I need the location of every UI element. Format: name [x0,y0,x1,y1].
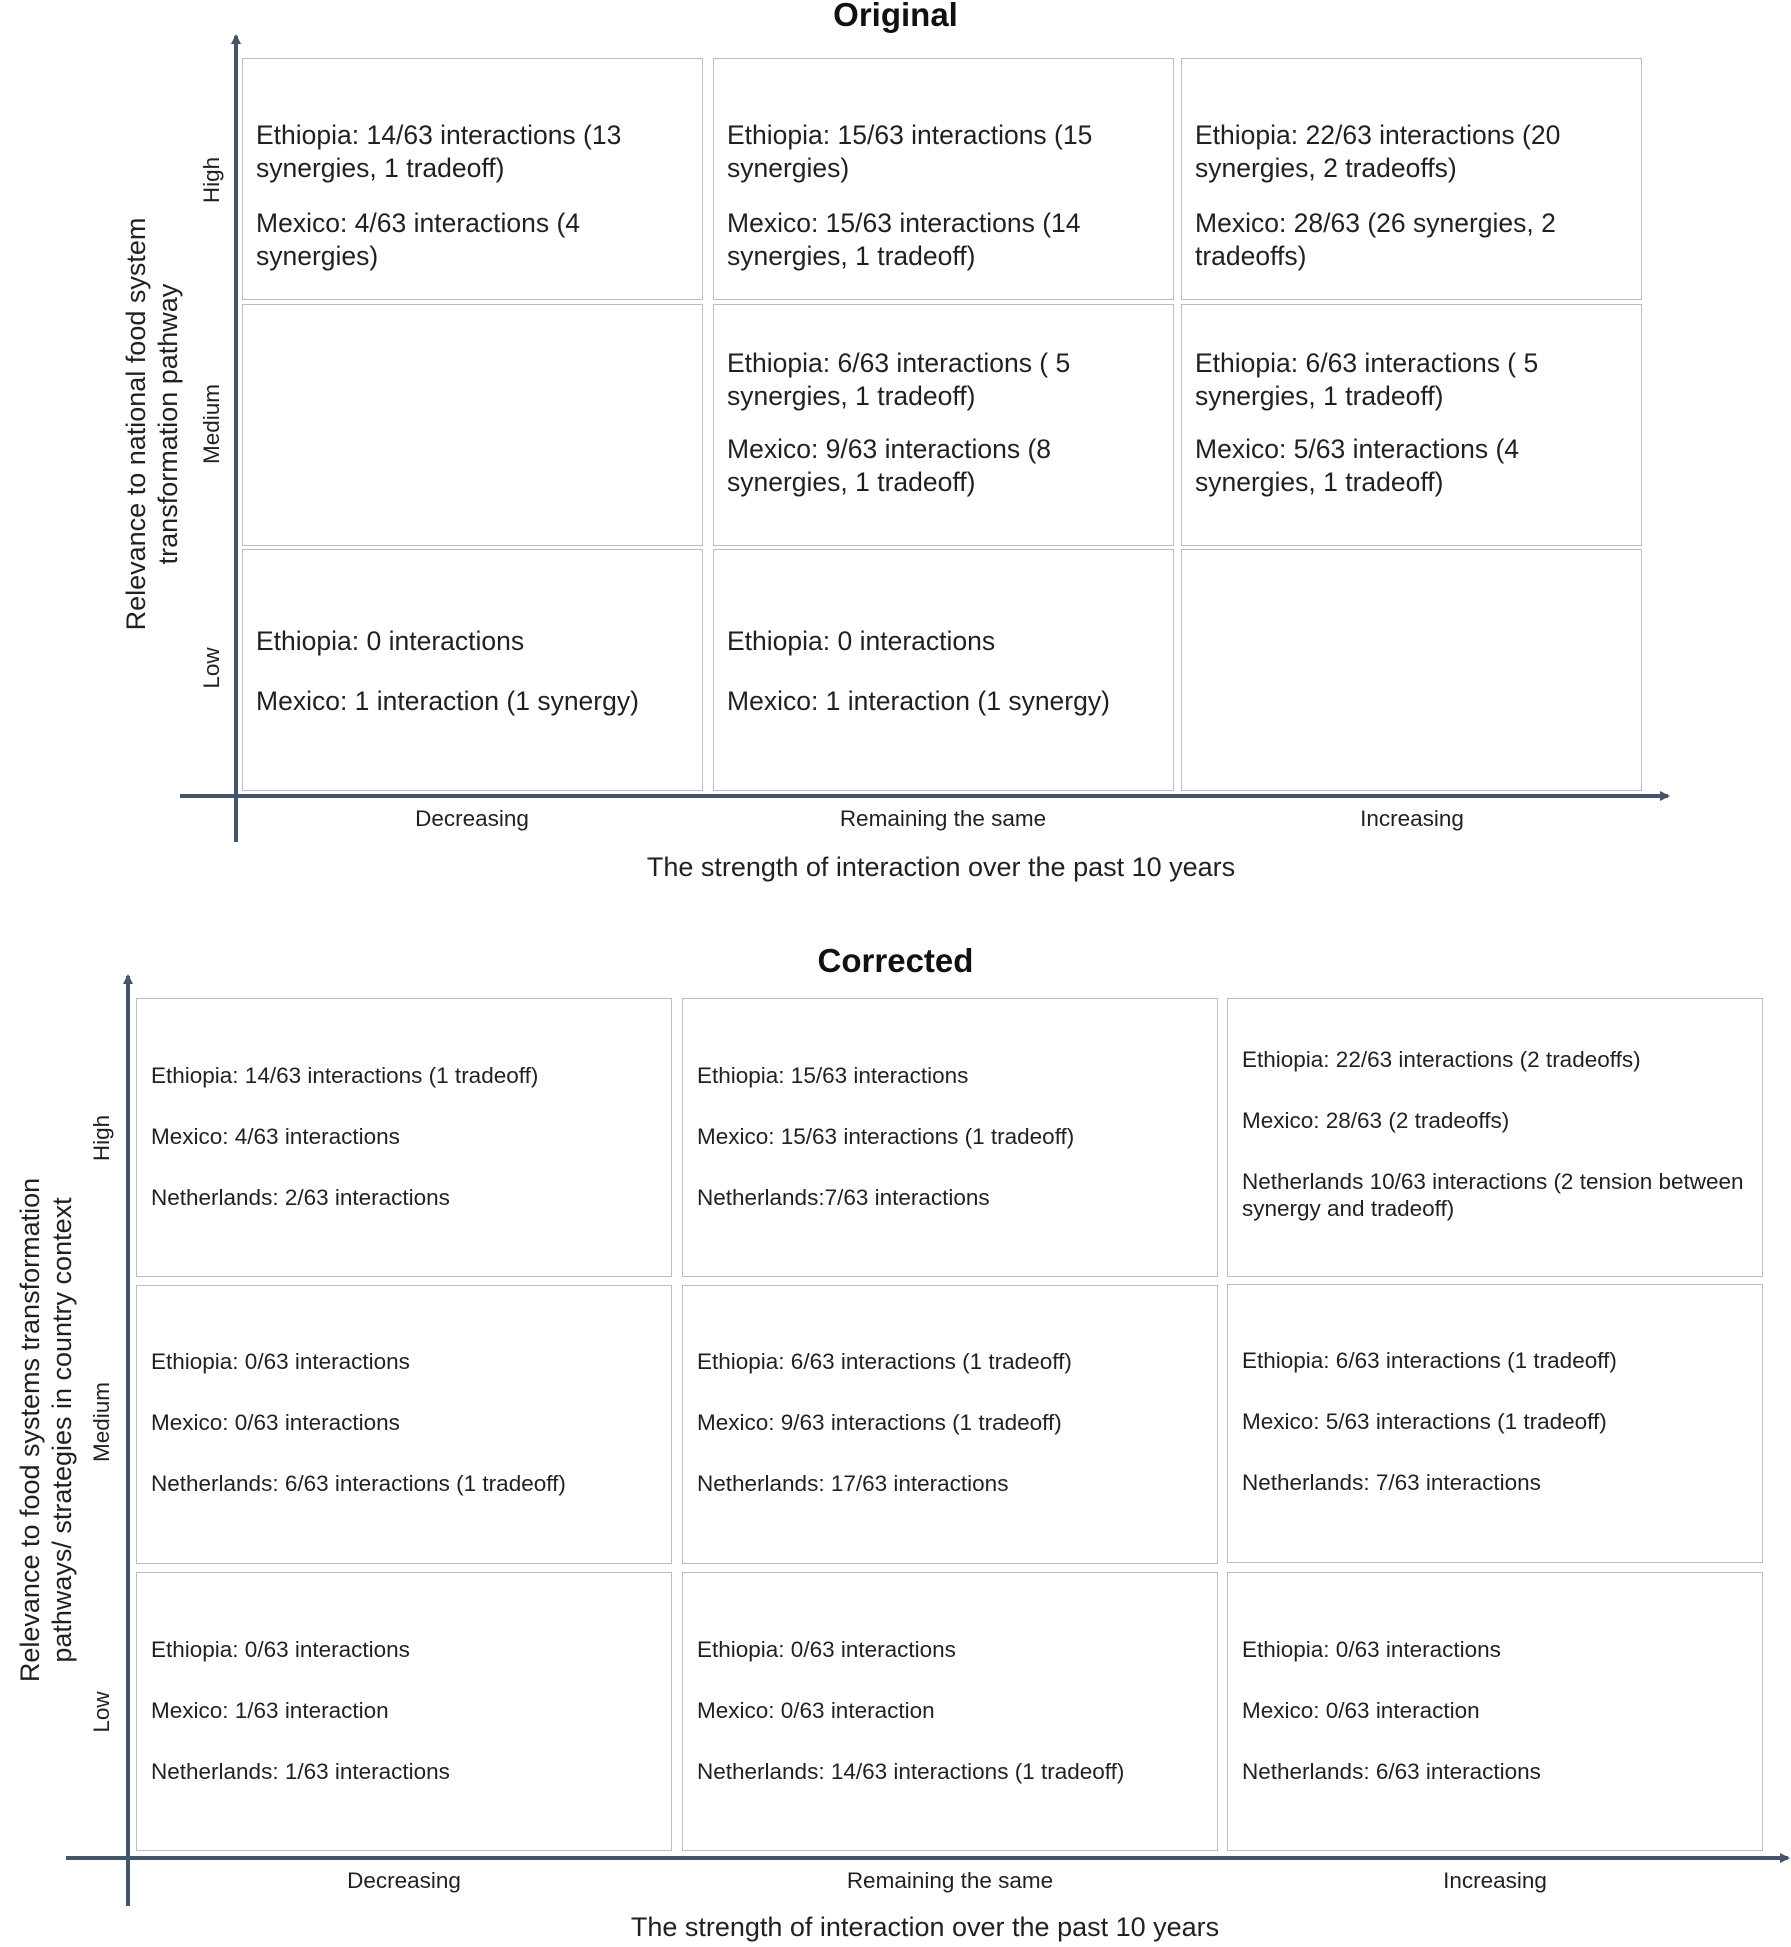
corrected-cell-entry-ethiopia: Ethiopia: 22/63 interactions (2 tradeoffs) [1242,1047,1641,1072]
corrected-cell-entry-mexico: Mexico: 1/63 interaction [151,1698,389,1723]
corrected-cell-entry-ethiopia: Ethiopia: 6/63 interactions (1 tradeoff) [1242,1348,1617,1373]
original-y-axis-title [120,218,184,631]
original-cell-entry-ethiopia: Ethiopia: 14/63 interactions (13 synergies, 1 tradeoff) [256,120,622,183]
corrected-y-axis-title [14,1178,78,1682]
original-cell-medium-same [713,304,1174,546]
original-cell-entry-mexico: Mexico: 1 interaction (1 synergy) [727,686,1110,716]
original-cell-medium-decreasing [242,304,703,546]
corrected-cell-entry-mexico: Mexico: 0/63 interactions [151,1410,400,1435]
original-y-level-low: Low [199,647,224,689]
original-x-axis-title: The strength of interaction over the past 10 years [646,852,1236,882]
corrected-cell-entry-netherlands: Netherlands: 17/63 interactions [697,1471,1009,1496]
original-x-level-decreasing: Decreasing [415,806,529,831]
corrected-cell-entry-ethiopia: Ethiopia: 0/63 interactions [697,1637,956,1662]
corrected-cell-low-decreasing [136,1572,672,1851]
corrected-x-level-decreasing: Decreasing [347,1868,461,1893]
original-y-axis-title-line-2: transformation pathway [153,283,183,565]
corrected-x-level-same: Remaining the same [846,1868,1054,1893]
original-cell-entry-mexico: Mexico: 28/63 (26 synergies, 2 tradeoffs) [1195,208,1556,271]
original-cell-entry-mexico: Mexico: 5/63 interactions (4 synergies, 1 tradeoff) [1195,434,1520,497]
original-cell-high-increasing [1181,58,1642,300]
original-cell-entry-ethiopia: Ethiopia: 15/63 interactions (15 synergies) [727,120,1093,183]
corrected-y-axis-title-line-1: Relevance to food systems transformation [15,1177,45,1683]
corrected-cell-medium-same [682,1285,1218,1564]
corrected-cell-high-increasing [1227,998,1763,1277]
original-cell-entry-ethiopia: Ethiopia: 0 interactions [727,626,996,656]
corrected-cell-entry-ethiopia: Ethiopia: 15/63 interactions [697,1063,969,1088]
corrected-y-axis-title-line-2: pathways/ strategies in country context [47,1197,77,1663]
original-y-axis-title-line-1: Relevance to national food system [121,217,151,631]
corrected-cell-entry-mexico: Mexico: 0/63 interaction [697,1698,935,1723]
original-y-level-medium: Medium [199,383,224,465]
corrected-x-level-increasing: Increasing [1443,1868,1547,1893]
corrected-cell-medium-increasing [1227,1284,1763,1563]
corrected-y-level-low: Low [89,1691,114,1733]
corrected-cell-entry-ethiopia: Ethiopia: 0/63 interactions [151,1637,410,1662]
original-cell-entry-ethiopia: Ethiopia: 6/63 interactions ( 5 synergies, 1 tradeoff) [727,348,1071,411]
original-cell-entry-ethiopia: Ethiopia: 6/63 interactions ( 5 synergies, 1 tradeoff) [1195,348,1539,411]
corrected-cell-entry-ethiopia: Ethiopia: 6/63 interactions (1 tradeoff) [697,1349,1072,1374]
corrected-cell-entry-netherlands: Netherlands: 6/63 interactions (1 tradeoff) [151,1471,566,1496]
original-cell-low-decreasing [242,549,703,791]
original-cell-entry-mexico: Mexico: 15/63 interactions (14 synergies, 1 tradeoff) [727,208,1081,271]
corrected-cell-low-increasing [1227,1572,1763,1851]
corrected-x-axis-title: The strength of interaction over the past 10 years [630,1912,1220,1942]
corrected-cell-entry-mexico: Mexico: 5/63 interactions (1 tradeoff) [1242,1409,1607,1434]
corrected-cell-entry-netherlands: Netherlands 10/63 interactions (2 tension between synergy and tradeoff) [1242,1169,1744,1221]
corrected-cell-entry-netherlands: Netherlands: 6/63 interactions [1242,1759,1541,1784]
original-cell-entry-mexico: Mexico: 4/63 interactions (4 synergies) [256,208,581,271]
corrected-cell-entry-mexico: Mexico: 0/63 interaction [1242,1698,1480,1723]
original-y-level-high: High [199,156,224,204]
corrected-cell-entry-netherlands: Netherlands: 1/63 interactions [151,1759,450,1784]
corrected-y-level-high: High [89,1114,114,1162]
original-cell-low-same [713,549,1174,791]
original-x-level-same: Remaining the same [839,806,1047,831]
corrected-cell-entry-netherlands: Netherlands: 2/63 interactions [151,1185,450,1210]
original-cell-entry-mexico: Mexico: 9/63 interactions (8 synergies, 1 tradeoff) [727,434,1052,497]
original-cell-entry-ethiopia: Ethiopia: 0 interactions [256,626,525,656]
original-cell-high-same [713,58,1174,300]
corrected-y-level-medium: Medium [89,1381,114,1463]
corrected-cell-entry-netherlands: Netherlands: 14/63 interactions (1 tradeoff) [697,1759,1125,1784]
original-cell-high-decreasing [242,58,703,300]
original-cell-entry-mexico: Mexico: 1 interaction (1 synergy) [256,686,639,716]
corrected-cell-entry-netherlands: Netherlands: 7/63 interactions [1242,1470,1541,1495]
corrected-cell-entry-ethiopia: Ethiopia: 0/63 interactions [151,1349,410,1374]
corrected-cell-low-same [682,1572,1218,1851]
corrected-cell-entry-ethiopia: Ethiopia: 0/63 interactions [1242,1637,1501,1662]
corrected-cell-entry-ethiopia: Ethiopia: 14/63 interactions (1 tradeoff) [151,1063,539,1088]
corrected-panel-title: Corrected [817,942,974,979]
original-cell-low-increasing [1181,549,1642,791]
corrected-cell-entry-mexico: Mexico: 15/63 interactions (1 tradeoff) [697,1124,1075,1149]
original-cell-entry-ethiopia: Ethiopia: 22/63 interactions (20 synergies, 2 tradeoffs) [1195,120,1561,183]
corrected-cell-entry-mexico: Mexico: 9/63 interactions (1 tradeoff) [697,1410,1062,1435]
corrected-cell-entry-mexico: Mexico: 28/63 (2 tradeoffs) [1242,1108,1510,1133]
corrected-cell-entry-netherlands: Netherlands:7/63 interactions [697,1185,990,1210]
corrected-cell-medium-decreasing [136,1285,672,1564]
corrected-cell-high-decreasing [136,998,672,1277]
original-cell-medium-increasing [1181,304,1642,546]
original-panel-title: Original [833,0,958,33]
corrected-cell-high-same [682,998,1218,1277]
corrected-cell-entry-mexico: Mexico: 4/63 interactions [151,1124,400,1149]
original-x-level-increasing: Increasing [1360,806,1464,831]
